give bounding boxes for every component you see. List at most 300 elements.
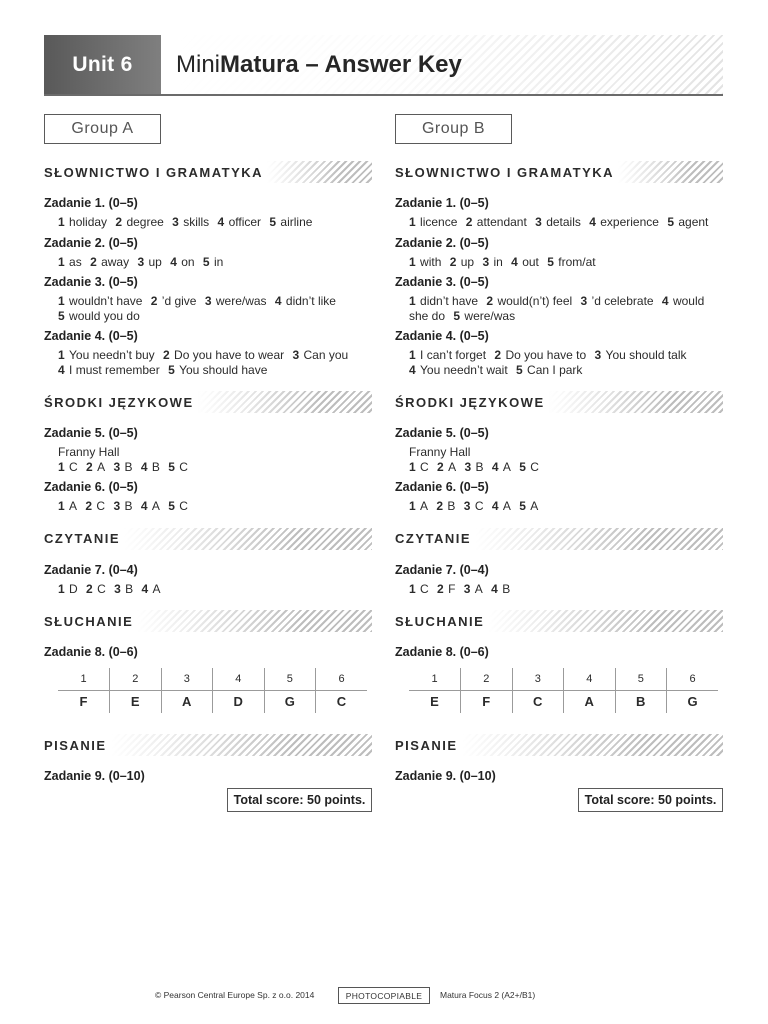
answer-text: licence: [420, 215, 458, 229]
section-stripe-band: [475, 528, 723, 550]
answer-item: [172, 215, 209, 229]
answer-number: 5: [168, 362, 175, 377]
section-stripe-band: [549, 391, 723, 413]
answer-item: [437, 582, 455, 596]
answer-text: airline: [280, 215, 313, 229]
answer-number: 1: [58, 348, 65, 362]
answer-text: officer: [228, 215, 262, 229]
table-header-cell: 1: [58, 668, 110, 690]
answer-text: as: [69, 254, 82, 269]
answer-number: 2: [86, 581, 93, 596]
answer-text: You needn’t buy: [69, 348, 155, 362]
answer-number: 3: [463, 581, 471, 596]
answer-item: [292, 348, 348, 362]
answer-table-wrap: [58, 660, 372, 720]
group-label: Group B: [395, 114, 512, 144]
answer-number: 2: [437, 459, 444, 474]
answer-number: 4: [409, 362, 416, 377]
answer-number: 3: [114, 581, 121, 596]
answer-text: were/was: [464, 308, 516, 323]
answer-number: 1: [409, 254, 416, 269]
answer-list: [409, 499, 715, 514]
answer-number: 4: [491, 459, 499, 474]
answer-text: B: [447, 499, 456, 513]
answer-item: [589, 215, 659, 229]
answer-text: would(n’t) feel: [497, 294, 573, 308]
task-title: Zadanie 5. (0–5): [395, 426, 489, 440]
answer-number: 2: [115, 215, 123, 229]
group-b-sections: [395, 161, 723, 784]
answer-number: 5: [519, 459, 526, 474]
section-stripe-band: [488, 610, 723, 632]
answer-item: [492, 460, 511, 474]
answer-text: C: [420, 459, 429, 474]
answer-item: [547, 255, 595, 269]
answer-text: C: [474, 499, 484, 513]
section: [44, 610, 372, 720]
answer-item: [275, 294, 336, 308]
answer-line: [409, 460, 715, 475]
answer-note: Franny Hall: [409, 445, 471, 459]
answer-item: [409, 460, 429, 474]
answer-text: degree: [126, 215, 164, 229]
table-header-cell: 3: [512, 668, 564, 690]
answer-text: experience: [600, 215, 659, 229]
section: [44, 391, 372, 514]
task-title: Zadanie 6. (0–5): [44, 480, 138, 494]
answer-item: [205, 294, 267, 308]
photocopiable-badge: PHOTOCOPIABLE: [338, 987, 430, 1004]
answer-text: Do you have to: [505, 348, 587, 362]
answer-list: [58, 348, 364, 377]
answer-number: 4: [661, 294, 669, 308]
total-score-box: Total score: 50 points.: [578, 788, 723, 812]
group-a-sections: [44, 161, 372, 784]
answer-text: B: [124, 499, 133, 513]
task: [44, 562, 372, 597]
answer-text: would she do: [409, 294, 705, 323]
answer-line: [58, 460, 364, 475]
answer-item: [58, 255, 82, 269]
table-header-cell: 5: [615, 668, 667, 690]
answer-number: 3: [464, 459, 472, 474]
answer-item: [595, 348, 687, 362]
answer-item: [115, 215, 163, 229]
answer-text: didn’t have: [420, 294, 479, 308]
answer-line: [58, 215, 364, 230]
answer-item: [168, 460, 188, 474]
answer-number: 2: [85, 499, 93, 513]
answer-number: 5: [168, 499, 175, 513]
table-answer-cell: B: [615, 690, 667, 713]
section-stripe-band: [462, 734, 723, 756]
answer-item: [516, 363, 582, 377]
answer-item: [436, 499, 455, 513]
answer-number: 5: [269, 215, 277, 229]
answer-text: ’d celebrate: [591, 294, 654, 308]
answer-item: [114, 582, 133, 596]
section: [395, 391, 723, 514]
answer-line: [409, 215, 715, 230]
answer-item: [85, 499, 105, 513]
task-title: Zadanie 8. (0–6): [395, 645, 489, 659]
answer-number: 2: [465, 215, 473, 229]
answer-text: up: [460, 254, 475, 269]
answer-item: [113, 460, 132, 474]
answer-item: [203, 255, 223, 269]
task-title: Zadanie 9. (0–10): [44, 769, 145, 783]
table-header-cell: 2: [110, 668, 162, 690]
answer-number: 4: [140, 459, 148, 474]
answer-text: C: [179, 499, 188, 513]
answer-item: [466, 215, 527, 229]
answer-number: 2: [486, 294, 494, 308]
answer-number: 4: [170, 254, 177, 269]
table-header-cell: 1: [409, 668, 461, 690]
answer-list: [409, 348, 715, 377]
answer-text: holiday: [69, 215, 108, 229]
task: [44, 195, 372, 230]
answer-item: [58, 363, 160, 377]
answer-text: away: [101, 254, 130, 269]
section-stripe-band: [124, 528, 372, 550]
answer-number: 5: [168, 459, 175, 474]
answer-item: [409, 215, 457, 229]
answer-item: [58, 460, 78, 474]
answer-item: [141, 582, 160, 596]
answer-text: details: [546, 215, 581, 229]
answer-text: A: [420, 499, 429, 513]
answer-number: 5: [516, 362, 523, 377]
answer-item: [58, 499, 77, 513]
answer-text: A: [502, 459, 511, 474]
answer-list: [58, 499, 364, 514]
answer-text: B: [124, 459, 133, 474]
answer-text: C: [530, 459, 539, 474]
page-header: [44, 35, 723, 96]
group-a-column: [44, 114, 372, 812]
answer-text: D: [69, 581, 78, 596]
answer-number: 4: [511, 254, 518, 269]
answer-item: [667, 215, 708, 229]
section-heading: ŚRODKI JĘZYKOWE: [395, 394, 545, 410]
section-header: [44, 610, 372, 632]
answer-text: attendant: [476, 215, 527, 229]
answer-item: [269, 215, 312, 229]
answer-text: ’d give: [161, 294, 197, 308]
answer-text: with: [420, 254, 442, 269]
page-title: [176, 51, 462, 79]
answer-text: A: [152, 581, 161, 596]
answer-item: [492, 499, 511, 513]
table-header-cell: 2: [461, 668, 513, 690]
task-title: Zadanie 3. (0–5): [44, 275, 138, 289]
answer-text: A: [151, 499, 160, 513]
task: [395, 274, 723, 323]
book-title: Matura Focus 2 (A2+/B1): [440, 990, 536, 1000]
answer-item: [464, 499, 484, 513]
answer-list: [409, 445, 715, 474]
answer-text: A: [97, 459, 106, 474]
section: [44, 734, 372, 784]
answer-number: 4: [217, 215, 225, 229]
answer-item: [511, 255, 539, 269]
section-heading: CZYTANIE: [395, 531, 472, 546]
unit-label: Unit 6: [44, 35, 161, 94]
answer-item: [581, 294, 654, 308]
answer-number: 1: [58, 581, 65, 596]
answer-line: [409, 294, 715, 323]
section-heading: PISANIE: [44, 737, 107, 753]
section-stripe-band: [198, 391, 372, 413]
task: [395, 479, 723, 514]
answer-line: [58, 499, 364, 514]
answer-text: agent: [678, 215, 709, 229]
table-answer-cell: D: [213, 690, 265, 713]
section-stripe-band: [137, 610, 372, 632]
answer-number: 3: [463, 499, 471, 513]
answer-text: Can you: [303, 348, 349, 362]
table-answer-cell: G: [667, 690, 719, 713]
answer-number: 1: [409, 581, 416, 596]
section-header: [395, 610, 723, 632]
table-header-cell: 4: [564, 668, 616, 690]
section-stripe-band: [111, 734, 372, 756]
task: [44, 235, 372, 270]
answer-item: [409, 363, 508, 377]
answer-line: [409, 348, 715, 377]
answer-item: [450, 255, 474, 269]
answer-item: [482, 255, 502, 269]
task-title: Zadanie 8. (0–6): [44, 645, 138, 659]
answer-number: 3: [482, 254, 490, 269]
answer-number: 1: [58, 459, 65, 474]
task-title: Zadanie 1. (0–5): [44, 196, 138, 210]
answer-note: Franny Hall: [58, 445, 120, 459]
answer-table-wrap: [409, 660, 723, 720]
answer-item: [58, 582, 78, 596]
answer-item: [163, 348, 284, 362]
answer-number: 3: [580, 294, 588, 308]
section-heading: CZYTANIE: [44, 531, 121, 546]
answer-number: 3: [204, 294, 212, 308]
answer-number: 2: [163, 348, 170, 362]
answer-item: [170, 255, 194, 269]
answer-number: 5: [667, 215, 674, 229]
answer-item: [168, 499, 188, 513]
answer-item: [86, 582, 106, 596]
answer-text: A: [69, 499, 78, 513]
copyright-text: © Pearson Central Europe Sp. z o.o. 2014: [155, 990, 315, 1000]
answer-number: 3: [137, 254, 145, 269]
answer-number: 3: [292, 348, 300, 362]
task-title: Zadanie 6. (0–5): [395, 480, 489, 494]
task-title: Zadanie 2. (0–5): [395, 235, 489, 250]
answer-text: B: [151, 459, 160, 474]
answer-number: 2: [90, 254, 97, 269]
answer-number: 4: [141, 581, 149, 596]
section-heading: SŁUCHANIE: [395, 613, 485, 629]
answer-line: [409, 582, 715, 597]
answer-number: 5: [58, 308, 65, 323]
answer-table-body: [409, 668, 718, 713]
answer-text: C: [69, 459, 78, 474]
answer-text: C: [420, 581, 429, 596]
answer-number: 3: [172, 215, 179, 229]
answer-text: in: [213, 254, 224, 269]
answer-text: A: [448, 459, 457, 474]
answer-table-answer-row: [409, 690, 718, 713]
answer-item: [535, 215, 581, 229]
answer-item: [58, 309, 140, 323]
answer-number: 4: [491, 581, 498, 596]
task-title: Zadanie 4. (0–5): [395, 329, 489, 343]
answer-table: [58, 668, 367, 713]
answer-item: [519, 460, 539, 474]
answer-item: [141, 499, 160, 513]
answer-item: [437, 460, 456, 474]
table-answer-cell: C: [316, 690, 368, 713]
table-header-cell: 5: [264, 668, 316, 690]
title-banner: [161, 35, 723, 94]
answer-text: A: [530, 499, 539, 513]
answer-text: F: [448, 581, 456, 596]
answer-text: C: [96, 499, 106, 513]
answer-text: from/at: [558, 254, 596, 269]
task: [395, 328, 723, 377]
answer-list: [58, 445, 364, 474]
task: [395, 562, 723, 597]
answer-table-body: [58, 668, 367, 713]
task-title: Zadanie 7. (0–4): [44, 562, 138, 577]
answer-list: [409, 582, 715, 597]
answer-table-header-row: [409, 668, 718, 690]
table-answer-cell: C: [512, 690, 564, 713]
answer-item: [409, 499, 428, 513]
task-title: Zadanie 5. (0–5): [44, 426, 138, 440]
answer-text: A: [474, 581, 483, 596]
answer-number: 3: [535, 215, 542, 229]
section: [44, 161, 372, 377]
task: [44, 328, 372, 377]
answer-line: [409, 499, 715, 514]
answer-number: 2: [436, 499, 444, 513]
answer-text: Do you have to wear: [174, 348, 285, 362]
answer-item: [519, 499, 538, 513]
section-header: [44, 391, 372, 413]
answer-text: Can I park: [527, 362, 583, 377]
answer-item: [486, 294, 572, 308]
answer-number: 3: [113, 499, 121, 513]
answer-list: [58, 255, 364, 270]
answer-text: You should have: [179, 362, 268, 377]
answer-number: 1: [58, 499, 65, 513]
answer-text: up: [148, 254, 162, 269]
section: [395, 734, 723, 784]
answer-table: [409, 668, 718, 713]
task-title: Zadanie 2. (0–5): [44, 235, 138, 250]
answer-text: wouldn’t have: [69, 294, 143, 308]
table-header-cell: 4: [213, 668, 265, 690]
answer-text: You should talk: [605, 348, 687, 362]
answer-number: 1: [409, 215, 416, 229]
answer-text: B: [502, 581, 511, 596]
task-title: Zadanie 9. (0–10): [395, 769, 496, 783]
answer-number: 1: [58, 294, 65, 308]
section-header: [395, 161, 723, 183]
answer-number: 2: [86, 459, 93, 474]
answer-text: in: [493, 254, 503, 269]
section-heading: ŚRODKI JĘZYKOWE: [44, 394, 194, 410]
table-answer-cell: G: [264, 690, 316, 713]
answer-text: B: [125, 581, 134, 596]
answer-number: 4: [274, 294, 282, 308]
answer-text: out: [522, 254, 539, 269]
answer-number: 1: [409, 348, 416, 362]
answer-item: [453, 309, 515, 323]
answer-line: [58, 255, 364, 270]
task-title: Zadanie 3. (0–5): [395, 275, 489, 289]
answer-number: 4: [491, 499, 499, 513]
answer-item: [58, 215, 107, 229]
answer-list: [58, 215, 364, 230]
task-title: Zadanie 1. (0–5): [395, 196, 489, 210]
answer-text: skills: [183, 215, 210, 229]
section-stripe-band: [618, 161, 723, 183]
answer-number: 1: [409, 459, 416, 474]
section: [395, 161, 723, 377]
answer-list: [58, 294, 364, 323]
answer-text: You needn’t wait: [420, 362, 508, 377]
answer-item: [137, 255, 161, 269]
answer-line: [58, 348, 364, 377]
table-header-cell: 6: [316, 668, 368, 690]
answer-text: C: [97, 581, 106, 596]
answer-text: were/was: [215, 294, 267, 308]
answer-list: [58, 582, 364, 597]
answer-number: 4: [140, 499, 148, 513]
answer-table-header-row: [58, 668, 367, 690]
answer-number: 2: [494, 348, 502, 362]
answer-text: C: [179, 459, 188, 474]
answer-text: B: [475, 459, 484, 474]
answer-number: 3: [113, 459, 121, 474]
table-answer-cell: F: [79, 694, 88, 710]
answer-number: 5: [453, 308, 461, 323]
task: [395, 768, 723, 784]
answer-text: I can’t forget: [420, 348, 487, 362]
section-header: [44, 734, 372, 756]
task: [44, 479, 372, 514]
answer-text: I must remember: [69, 362, 160, 377]
answer-number: 1: [409, 294, 416, 308]
table-answer-cell: E: [430, 694, 439, 710]
answer-item: [90, 255, 129, 269]
answer-number: 2: [437, 581, 444, 596]
answer-number: 5: [547, 254, 554, 269]
task: [395, 425, 723, 474]
answer-item: [491, 582, 510, 596]
answer-table-answer-row: [58, 690, 367, 713]
section-heading: SŁUCHANIE: [44, 613, 134, 629]
answer-item: [409, 255, 441, 269]
answer-line: [58, 582, 364, 597]
answer-line: [409, 255, 715, 270]
title-prefix: Mini: [176, 50, 221, 78]
table-header-cell: 6: [667, 668, 719, 690]
answer-item: [494, 348, 586, 362]
table-answer-cell: E: [110, 690, 162, 713]
